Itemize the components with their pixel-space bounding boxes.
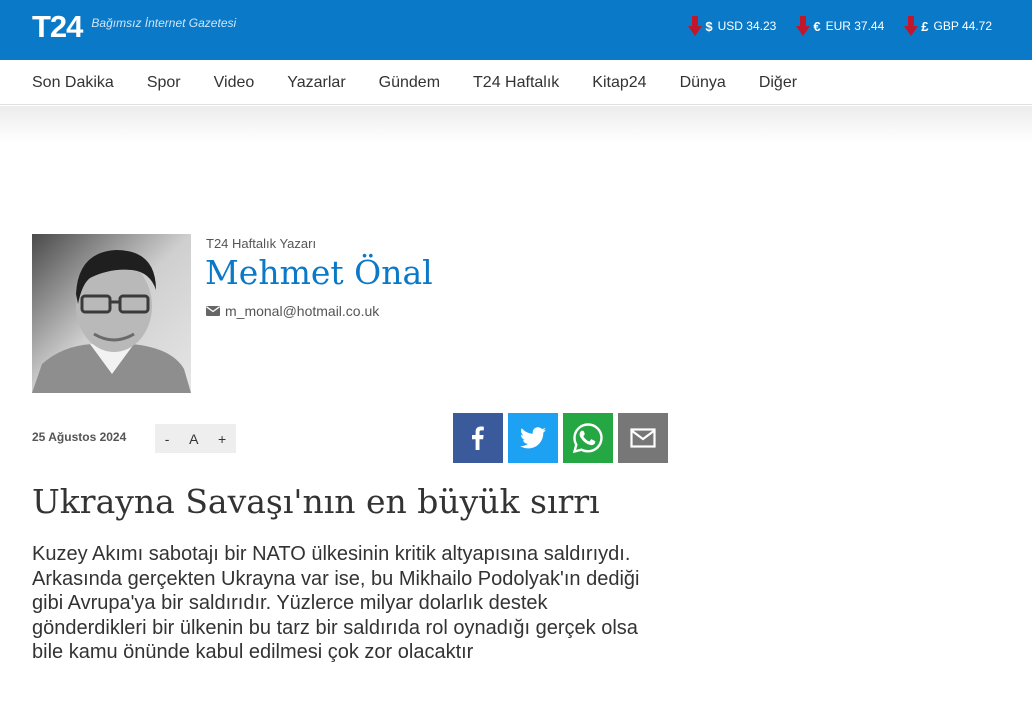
currency-label: GBP 44.72	[933, 19, 992, 33]
nav-item-video[interactable]: Video	[213, 73, 255, 91]
site-logo[interactable]	[32, 9, 237, 44]
nav-item-son-dakika[interactable]: Son Dakika	[32, 73, 114, 91]
whatsapp-icon	[572, 422, 604, 454]
font-reset-button[interactable]: A	[189, 430, 199, 447]
mail-icon	[630, 428, 656, 448]
logo-slogan: Bağımsız İnternet Gazetesi	[91, 16, 237, 30]
currency-gbp	[904, 16, 992, 36]
share-whatsapp-button[interactable]	[563, 413, 613, 463]
arrow-down-icon	[688, 16, 702, 36]
share-facebook-button[interactable]	[453, 413, 503, 463]
nav-item-gundem[interactable]: Gündem	[378, 73, 441, 91]
font-size-controls	[155, 424, 236, 453]
nav-item-kitap24[interactable]: Kitap24	[592, 73, 647, 91]
currency-label: EUR 37.44	[825, 19, 885, 33]
article-date: 25 Ağustos 2024	[32, 430, 127, 444]
pound-symbol: £	[921, 18, 929, 34]
font-decrease-button[interactable]: -	[164, 430, 170, 447]
nav-shadow	[0, 106, 1032, 142]
facebook-icon	[466, 426, 490, 450]
article-lead: Kuzey Akımı sabotajı bir NATO ülkesinin kritik altyapısına saldırıydı. Arkasında gerçekten Ukrayna var ise, bu Mikhailo Podolyak'ın dediği gibi Avrupa'ya bir saldırıdır. Yüzlerce milyar dolarlık destek gönderdikleri bir ülkenin bu tarz bir saldırıda rol oynadığı gerçek olsa bile kamu önünde kabul edilmesi çok zor olacaktır	[32, 543, 640, 663]
nav-item-dunya[interactable]: Dünya	[679, 73, 726, 91]
share-buttons	[453, 413, 668, 463]
nav-item-t24-haftalik[interactable]: T24 Haftalık	[473, 73, 560, 91]
article-title: Ukrayna Savaşı'nın en büyük sırrı	[32, 482, 600, 521]
share-twitter-button[interactable]	[508, 413, 558, 463]
currency-label: USD 34.23	[717, 19, 777, 33]
logo-text: T24	[32, 9, 83, 44]
main-nav	[0, 60, 1032, 105]
nav-item-diger[interactable]: Diğer	[758, 73, 798, 91]
nav-list	[0, 60, 1032, 105]
nav-item-spor[interactable]: Spor	[146, 73, 181, 91]
author-role: T24 Haftalık Yazarı	[206, 236, 317, 251]
currency-usd	[688, 16, 776, 36]
author-photo[interactable]	[32, 234, 191, 393]
currency-rates	[688, 16, 992, 36]
euro-symbol: €	[813, 18, 821, 34]
font-increase-button[interactable]: +	[218, 430, 227, 447]
author-email[interactable]	[206, 303, 379, 319]
top-bar	[0, 0, 1032, 60]
currency-eur	[796, 16, 884, 36]
arrow-down-icon	[796, 16, 810, 36]
dollar-symbol: $	[705, 18, 713, 34]
author-portrait-image	[32, 234, 191, 393]
author-name[interactable]: Mehmet Önal	[205, 253, 433, 292]
author-email-text: m_monal@hotmail.co.uk	[225, 303, 380, 319]
arrow-down-icon	[904, 16, 918, 36]
share-email-button[interactable]	[618, 413, 668, 463]
envelope-icon	[206, 306, 220, 316]
nav-item-yazarlar[interactable]: Yazarlar	[287, 73, 346, 91]
twitter-icon	[520, 427, 546, 449]
